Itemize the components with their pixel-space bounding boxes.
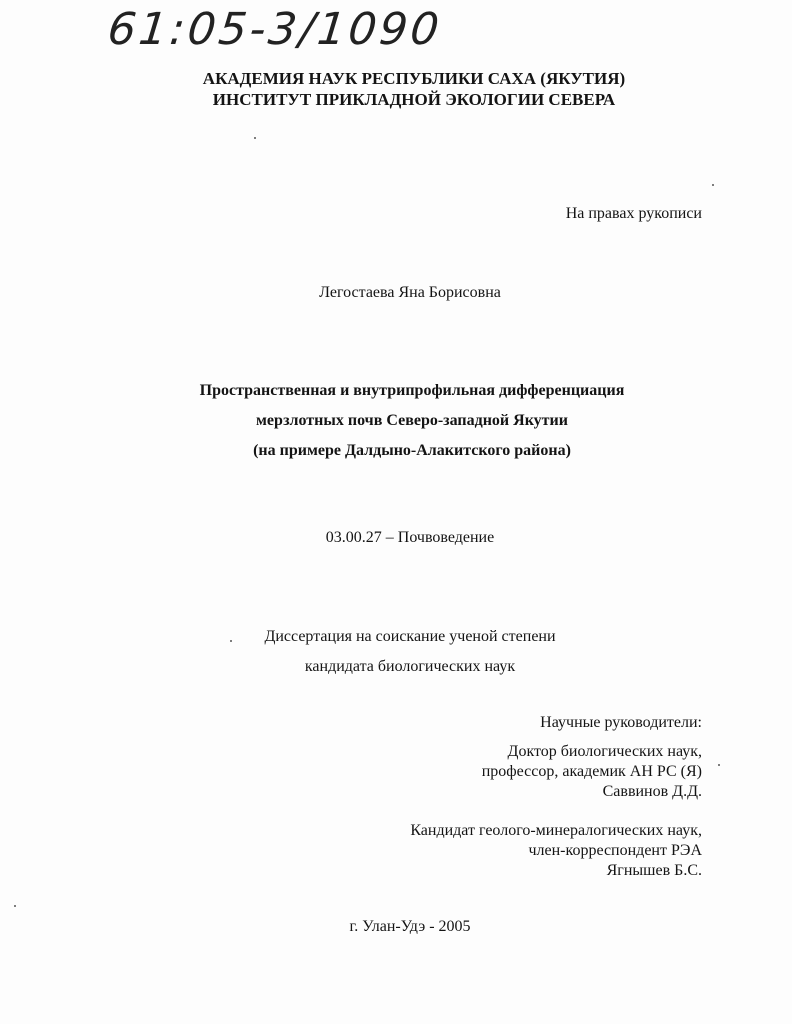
scan-speck bbox=[14, 905, 16, 907]
supervisor-1-name: Саввинов Д.Д. bbox=[602, 783, 702, 800]
supervisor-1-title: профессор, академик АН РС (Я) bbox=[481, 763, 702, 780]
supervisor-2-degree: Кандидат геолого-минералогических наук, bbox=[410, 822, 702, 839]
institute-name: ИНСТИТУТ ПРИКЛАДНОЙ ЭКОЛОГИИ СЕВЕРА bbox=[212, 90, 616, 109]
scan-speck bbox=[718, 764, 720, 766]
supervisor-2-title: член-корреспондент РЭА bbox=[528, 842, 702, 859]
dissertation-line-2: кандидата биологических наук bbox=[304, 658, 516, 675]
author-name: Легостаева Яна Борисовна bbox=[319, 284, 501, 301]
place-and-year: г. Улан-Удэ - 2005 bbox=[349, 918, 471, 935]
title-line-3: (на примере Далдыно-Алакитского района) bbox=[253, 442, 571, 459]
scan-speck bbox=[254, 137, 256, 139]
specialty-code: 03.00.27 – Почвоведение bbox=[325, 529, 495, 546]
handwritten-catalog-number: 61:05-3/1090 bbox=[105, 4, 445, 55]
scan-speck bbox=[712, 184, 714, 186]
supervisors-heading: Научные руководители: bbox=[540, 714, 702, 731]
dissertation-line-1: Диссертация на соискание ученой степени bbox=[264, 628, 556, 645]
supervisor-2-name: Ягнышев Б.С. bbox=[606, 862, 702, 879]
title-line-1: Пространственная и внутрипрофильная дифференциация bbox=[199, 382, 625, 399]
supervisor-1-degree: Доктор биологических наук, bbox=[507, 743, 702, 760]
rights-note: На правах рукописи bbox=[565, 205, 702, 222]
academy-name: АКАДЕМИЯ НАУК РЕСПУБЛИКИ САХА (ЯКУТИЯ) bbox=[202, 69, 626, 88]
scan-speck bbox=[230, 640, 232, 642]
title-line-2: мерзлотных почв Северо-западной Якутии bbox=[256, 412, 568, 429]
